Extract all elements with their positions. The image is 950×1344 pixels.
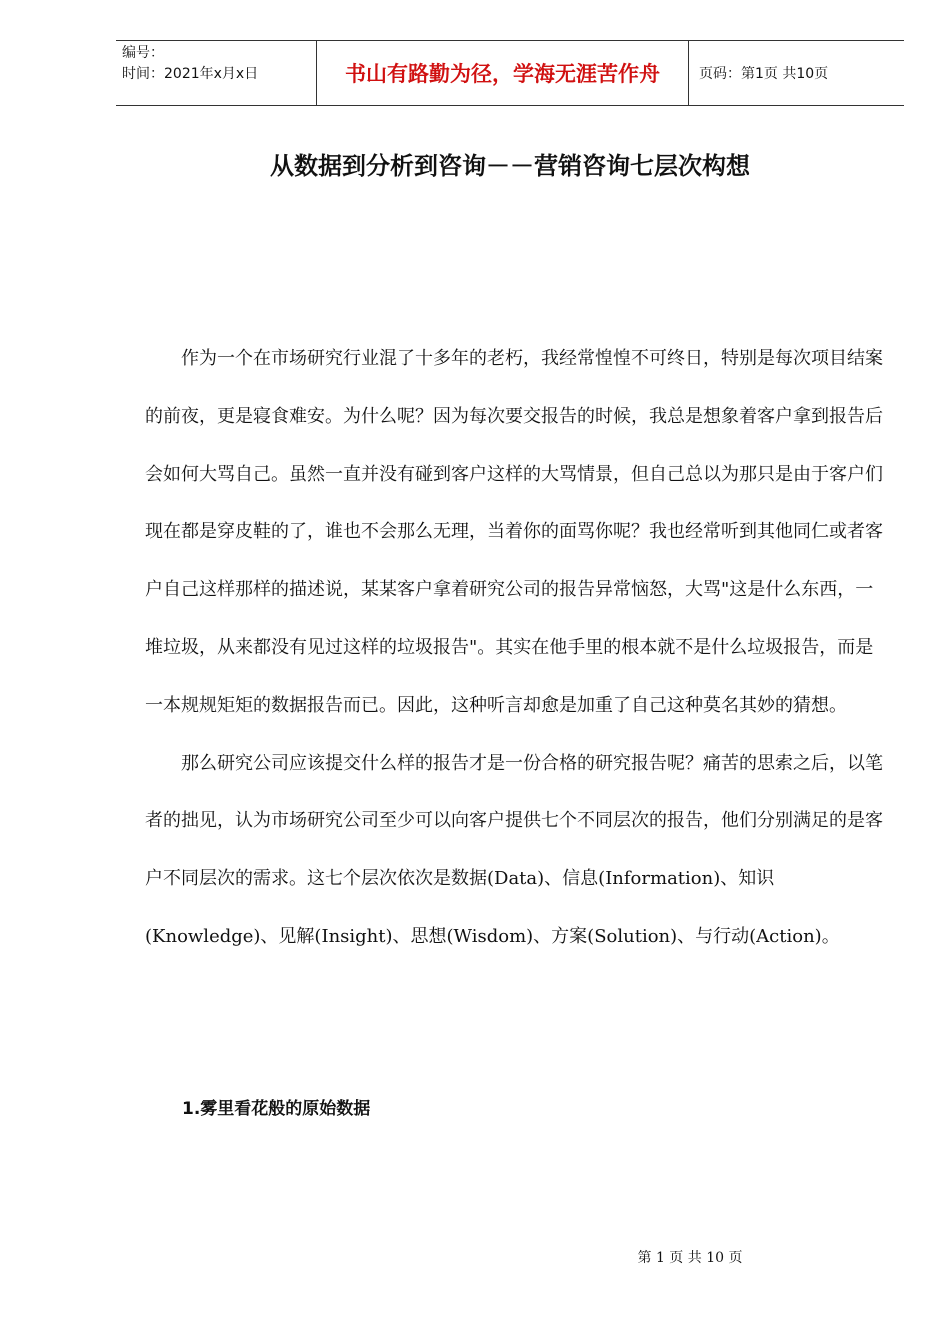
body-text: [145, 330, 885, 966]
section-heading: 1.雾里看花般的原始数据: [182, 1099, 371, 1119]
paragraph: 那么研究公司应该提交什么样的报告才是一份合格的研究报告呢？痛苦的思索之后，以笔者的拙见，认为市场研究公司至少可以向客户提供七个不同层次的报告，他们分别满足的是客户不同层次的需求。这七个层次依次是数据(Data)、信息(Information)、知识(Knowledge)、见解(Insight)、思想(Wisdom)、方案(Solution)、与行动(Action)。: [145, 752, 883, 947]
document-title: 从数据到分析到咨询－－营销咨询七层次构想: [270, 152, 750, 180]
time-label: 时间：2021年x月x日: [122, 66, 259, 82]
document-header: [116, 40, 904, 106]
number-label: 编号：: [122, 45, 164, 61]
header-meta: [116, 41, 316, 105]
page-footer: 第 1 页 共 10 页: [637, 1250, 743, 1266]
header-page-info: 页码：第1页 共10页: [699, 66, 829, 82]
paragraph: 作为一个在市场研究行业混了十多年的老朽，我经常惶惶不可终日，特别是每次项目结案的前夜，更是寝食难安。为什么呢？因为每次要交报告的时候，我总是想象着客户拿到报告后会如何大骂自己。虽然一直并没有碰到客户这样的大骂情景，但自己总以为那只是由于客户们现在都是穿皮鞋的了，谁也不会那么无理，当着你的面骂你呢？我也经常听到其他同仁或者客户自己这样那样的描述说，某某客户拿着研究公司的报告异常恼怒，大骂"这是什么东西，一堆垃圾，从来都没有见过这样的垃圾报告"。其实在他手里的根本就不是什么垃圾报告，而是一本规规矩矩的数据报告而已。因此，这种听言却愈是加重了自己这种莫名其妙的猜想。: [145, 348, 883, 716]
header-motto: 书山有路勤为径，学海无涯苦作舟: [316, 41, 689, 105]
